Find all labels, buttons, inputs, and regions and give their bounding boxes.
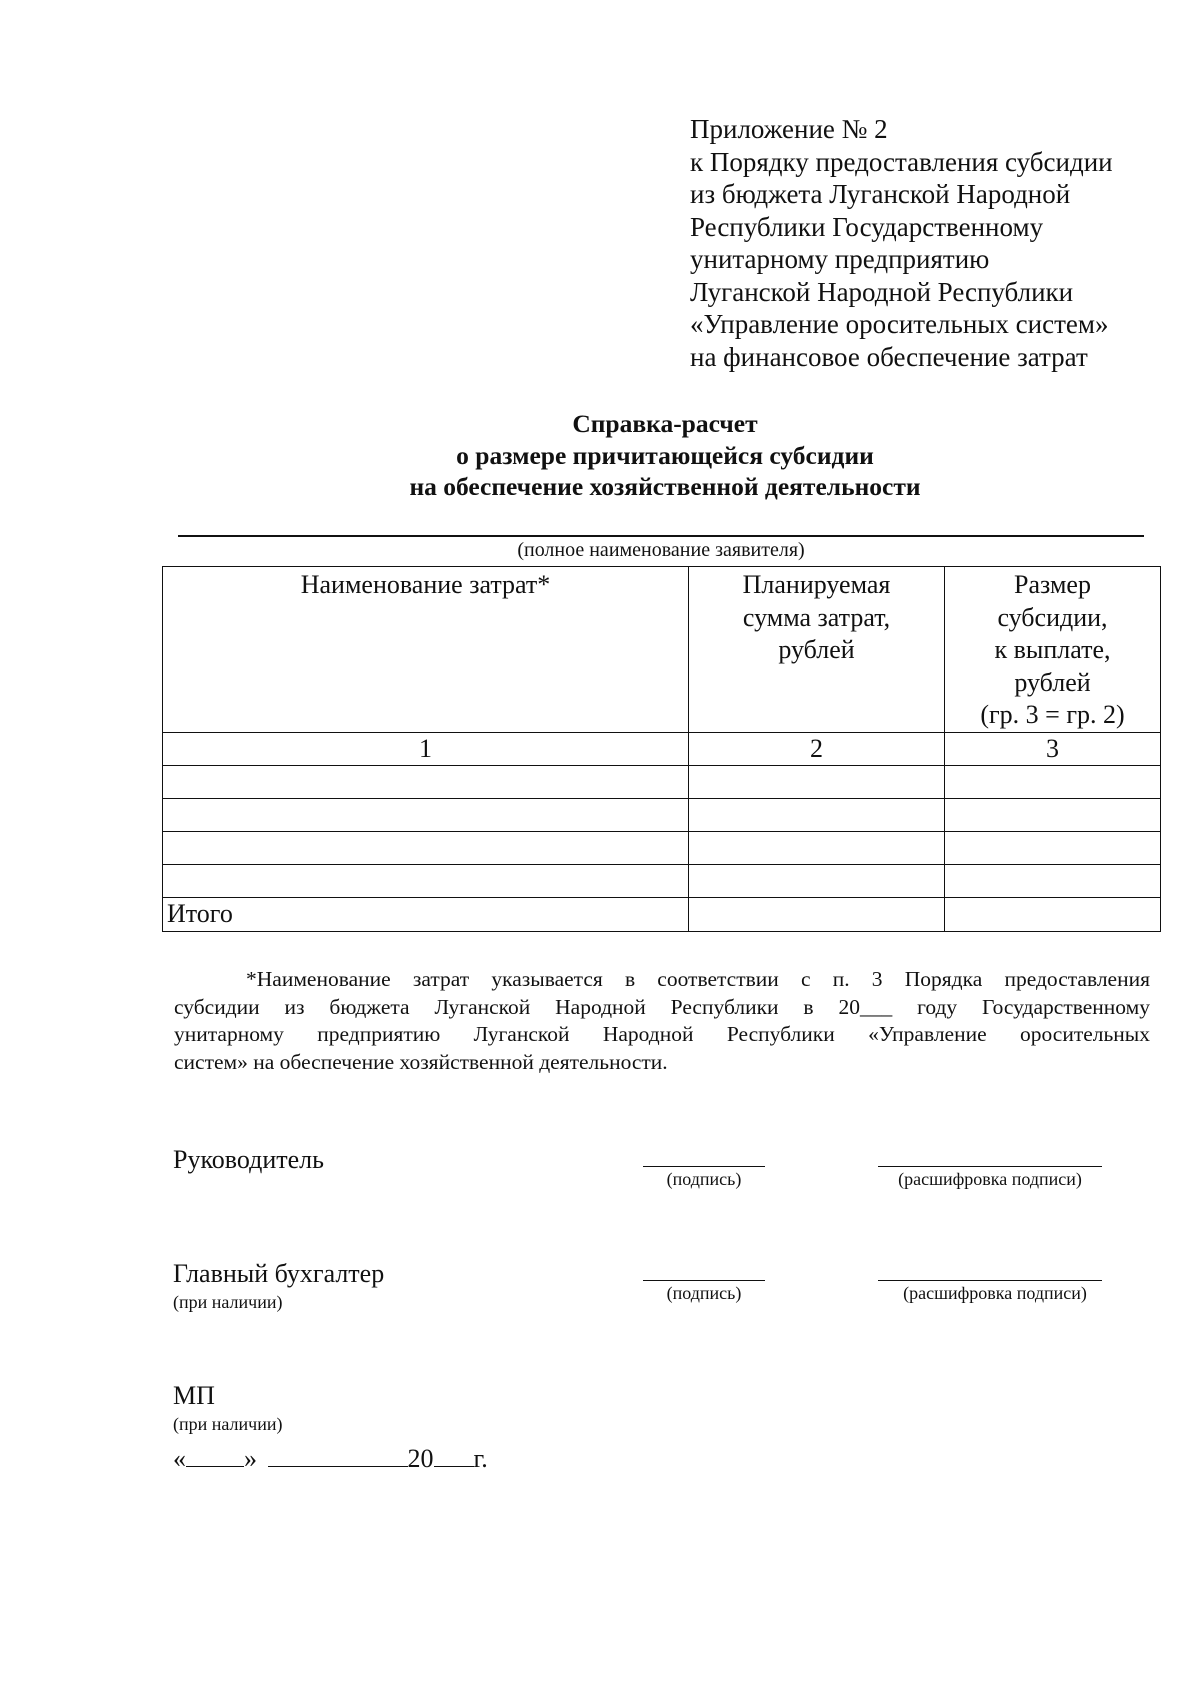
appendix-line: «Управление оросительных систем» — [690, 309, 1109, 339]
header-line: рублей — [778, 635, 855, 664]
document-title — [0, 408, 1200, 503]
date-year-blank[interactable] — [434, 1440, 474, 1467]
date-close-quote: » — [244, 1444, 257, 1473]
date-day-blank[interactable] — [186, 1440, 244, 1467]
column-number: 3 — [945, 732, 1161, 766]
total-row — [163, 898, 1161, 932]
applicant-name-caption: (полное наименование заявителя) — [517, 539, 805, 561]
appendix-reference — [690, 113, 1160, 373]
table-row — [163, 766, 1161, 799]
accountant-signature-line[interactable] — [643, 1280, 765, 1281]
date-year-prefix: 20 — [407, 1444, 434, 1473]
table-cell[interactable] — [689, 799, 945, 832]
applicant-name-line — [178, 535, 1144, 537]
table-cell[interactable] — [163, 799, 689, 832]
table-cell[interactable] — [163, 832, 689, 865]
total-planned-cell[interactable] — [689, 898, 945, 932]
footnote — [174, 966, 1150, 1076]
footnote-line: субсидии из бюджета Луганской Народной Республики в 20___ году Государственному — [174, 994, 1150, 1019]
accountant-role-label: Главный бухгалтер — [173, 1259, 385, 1288]
header-line: сумма затрат, — [742, 602, 891, 632]
table-cell[interactable] — [945, 832, 1161, 865]
table-row — [163, 865, 1161, 898]
header-line: (гр. 3 = гр. 2) — [980, 700, 1125, 729]
table-cell[interactable] — [945, 865, 1161, 898]
stamp-label: МП — [173, 1381, 215, 1410]
head-decoding-caption: (расшифровка подписи) — [898, 1169, 1082, 1189]
stamp-note: (при наличии) — [173, 1414, 283, 1434]
accountant-decoding-caption: (расшифровка подписи) — [903, 1283, 1087, 1303]
appendix-line: Луганской Народной Республики — [690, 276, 1074, 307]
header-subsidy-amount — [945, 567, 1161, 733]
table-header-row — [163, 567, 1161, 733]
appendix-line: из бюджета Луганской Народной — [690, 179, 1071, 209]
footnote-line: *Наименование затрат указывается в соответствии с п. 3 Порядка предоставления — [246, 967, 1150, 991]
date-field — [173, 1440, 488, 1475]
header-expense-name: Наименование затрат* — [163, 567, 689, 733]
header-planned-amount — [689, 567, 945, 733]
header-line: Планируемая — [742, 570, 891, 599]
header-line: рублей — [1014, 667, 1091, 697]
subsidy-calculation-table — [162, 566, 1161, 932]
footnote-line: унитарному предприятию Луганской Народной Республики «Управление оросительных — [174, 1022, 1150, 1046]
table-row — [163, 832, 1161, 865]
table-cell[interactable] — [689, 832, 945, 865]
accountant-signature-caption: (подпись) — [666, 1283, 742, 1303]
table-row — [163, 799, 1161, 832]
title-line-1: Справка-расчет — [572, 409, 758, 438]
title-line-2: о размере причитающейся субсидии — [456, 440, 874, 470]
appendix-line: Республики Государственному — [690, 211, 1044, 242]
head-role-label: Руководитель — [173, 1145, 324, 1174]
total-label: Итого — [163, 898, 689, 932]
title-line-3: на обеспечение хозяйственной деятельности — [409, 472, 921, 501]
table-cell[interactable] — [945, 799, 1161, 832]
date-year-suffix: г. — [473, 1444, 488, 1473]
column-number: 2 — [689, 732, 945, 766]
date-month-blank[interactable] — [268, 1440, 408, 1467]
head-signature-line[interactable] — [643, 1166, 765, 1167]
table-cell[interactable] — [689, 865, 945, 898]
table-cell[interactable] — [163, 766, 689, 799]
total-subsidy-cell[interactable] — [945, 898, 1161, 932]
head-signature-caption: (подпись) — [666, 1169, 742, 1189]
table-cell[interactable] — [689, 766, 945, 799]
header-line: субсидии, — [997, 602, 1108, 632]
appendix-line: унитарному предприятию — [690, 244, 990, 274]
table-cell[interactable] — [945, 766, 1161, 799]
header-line: Размер — [1014, 570, 1091, 599]
accountant-role-note: (при наличии) — [173, 1292, 283, 1312]
appendix-line: к Порядку предоставления субсидии — [690, 146, 1113, 177]
footnote-line: систем» на обеспечение хозяйственной деятельности. — [174, 1049, 668, 1074]
table-cell[interactable] — [163, 865, 689, 898]
head-decoding-line[interactable] — [878, 1166, 1102, 1167]
column-number-row — [163, 732, 1161, 766]
appendix-line: на финансовое обеспечение затрат — [690, 341, 1088, 372]
accountant-decoding-line[interactable] — [878, 1280, 1102, 1281]
column-number: 1 — [163, 732, 689, 766]
appendix-line: Приложение № 2 — [690, 114, 888, 144]
header-line: к выплате, — [994, 635, 1111, 664]
date-open-quote: « — [173, 1444, 186, 1473]
